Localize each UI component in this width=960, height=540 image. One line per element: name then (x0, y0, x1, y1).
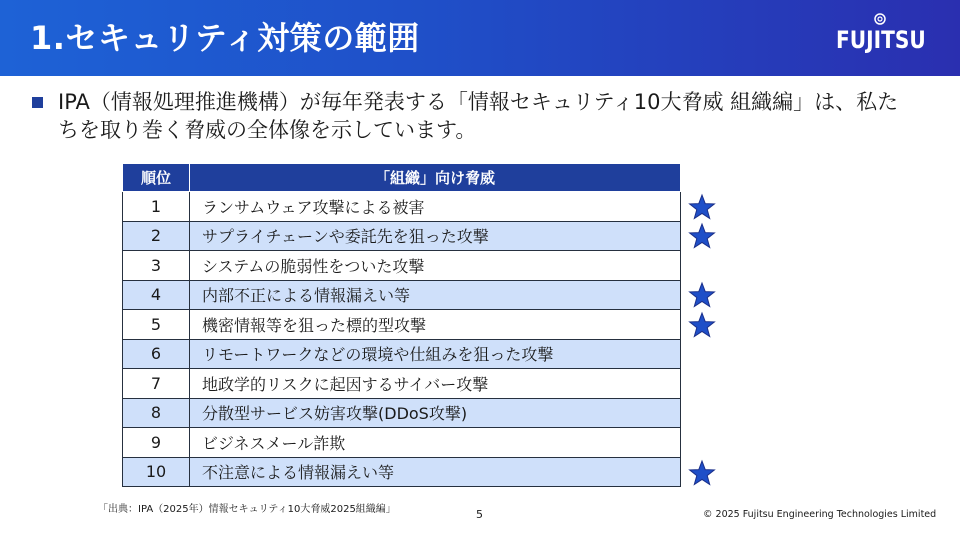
rank-cell: 6 (123, 339, 190, 369)
copyright-notice: © 2025 Fujitsu Engineering Technologies Limited (703, 509, 937, 520)
star-icon (688, 281, 716, 309)
logo-swirl-icon (873, 12, 887, 26)
rank-cell: 3 (123, 251, 190, 281)
threat-cell: 内部不正による情報漏えい等 (190, 280, 681, 310)
rank-cell: 8 (123, 398, 190, 428)
intro-text: IPA（情報処理推進機構）が毎年発表する「情報セキュリティ10大脅威 組織編」は、私たちを取り巻く脅威の全体像を示しています。 (58, 90, 899, 142)
table-row (123, 310, 681, 340)
star-icon (688, 311, 716, 339)
star-icon (688, 222, 716, 250)
star-icon (688, 193, 716, 221)
rank-cell: 5 (123, 310, 190, 340)
threat-cell: システムの脆弱性をついた攻撃 (190, 251, 681, 281)
fujitsu-logo (836, 18, 936, 58)
table-row (123, 251, 681, 281)
table-row (123, 369, 681, 399)
star-icon (688, 459, 716, 487)
table-row (123, 221, 681, 251)
page-title: 1.セキュリティ対策の範囲 (30, 19, 420, 57)
source-citation: 「出典：IPA（2025年）情報セキュリティ10大脅威2025組織編」 (98, 504, 396, 515)
header-threat: 「組織」向け脅威 (190, 164, 681, 192)
table-row (123, 457, 681, 487)
rank-cell: 10 (123, 457, 190, 487)
title-bar (0, 0, 960, 76)
page-number: 5 (476, 508, 483, 521)
threat-cell: サプライチェーンや委託先を狙った攻撃 (190, 221, 681, 251)
threat-cell: 不注意による情報漏えい等 (190, 457, 681, 487)
table-row (123, 428, 681, 458)
threat-cell: 機密情報等を狙った標的型攻撃 (190, 310, 681, 340)
table-row (123, 398, 681, 428)
rank-cell: 1 (123, 192, 190, 222)
table-row (123, 280, 681, 310)
table-header-row (123, 164, 681, 192)
rank-cell: 7 (123, 369, 190, 399)
threat-cell: ランサムウェア攻撃による被害 (190, 192, 681, 222)
threat-cell: 地政学的リスクに起因するサイバー攻撃 (190, 369, 681, 399)
threat-cell: 分散型サービス妨害攻撃(DDoS攻撃) (190, 398, 681, 428)
threat-ranking-table (122, 163, 681, 487)
logo-text: FUJITSU (836, 26, 926, 54)
threat-cell: リモートワークなどの環境や仕組みを狙った攻撃 (190, 339, 681, 369)
table-row (123, 192, 681, 222)
rank-cell: 2 (123, 221, 190, 251)
rank-cell: 4 (123, 280, 190, 310)
rank-cell: 9 (123, 428, 190, 458)
header-rank: 順位 (123, 164, 190, 192)
threat-cell: ビジネスメール詐欺 (190, 428, 681, 458)
bullet-square-icon (32, 97, 43, 108)
table-row (123, 339, 681, 369)
